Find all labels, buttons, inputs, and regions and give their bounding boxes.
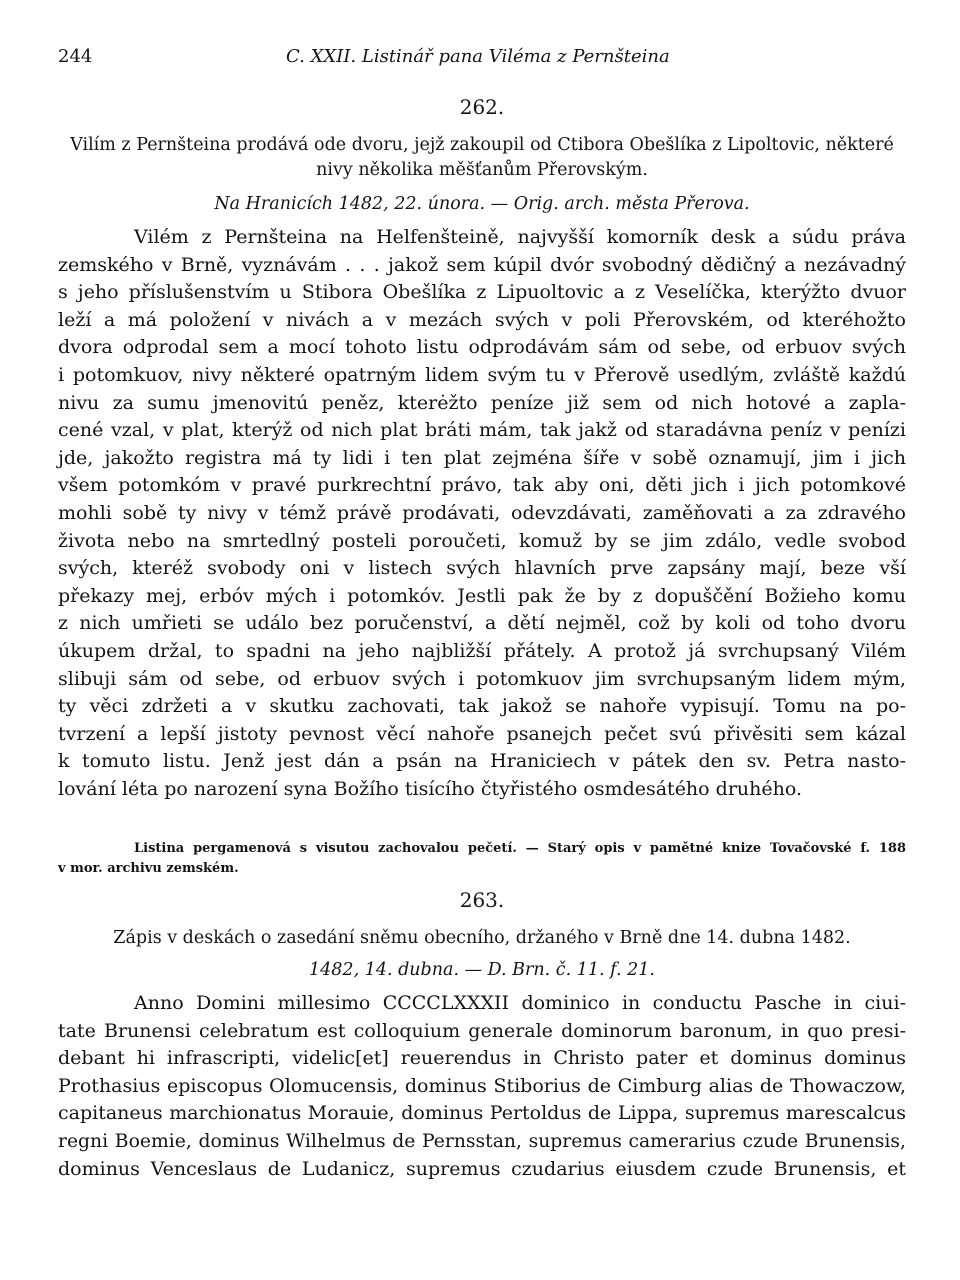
text-line: života nebo na smrtedlný posteli poroučeti, komuž by se jim zdálo, vedle svobod [58, 529, 906, 552]
text-line: s jeho příslušenstvím u Stibora Obešlíka z Lipuoltovic a z Veselíčka, kterýžto dvuor [58, 281, 906, 304]
text-line: tate Brunensi celebratum est colloquium generale dominorum baronum, in quo presi- [58, 1019, 906, 1042]
document-number: 262. [459, 95, 505, 119]
document-page [58, 0, 906, 1280]
text-line: Anno Domini millesimo CCCCLXXXII dominico in conductu Pasche in ciui- [134, 992, 906, 1014]
text-line: capitaneus marchionatus Morauie, dominus Pertoldus de Lippa, supremus marescalcus [58, 1102, 906, 1125]
text-line: nivu za sumu jmenovitú peněz, kterėžto peníze již sem od nich hotové a zapla- [58, 391, 906, 414]
text-line: cené vzal, v plat, kterýž od nich plat bráti mám, tak jakž od staradávna peníz v penízi [58, 419, 906, 442]
document-text [58, 224, 906, 803]
document-dateline: Na Hranicích 1482, 22. února. — Orig. arch. města Přerova. [214, 194, 750, 214]
text-line: debant hi infrascripti, videlic[et] reuerendus in Christo pater et dominus dominus [58, 1047, 906, 1070]
text-line: regni Boemie, dominus Wilhelmus de Pernsstan, supremus camerarius czude Brunensis, [58, 1130, 906, 1152]
text-line: úkupem držal, to spadni na jeho najbližší přátely. A protož já svrchupsaný Vilém [58, 639, 906, 662]
document-dateline: 1482, 14. dubna. — D. Brn. č. 11. f. 21. [309, 960, 655, 980]
page-number: 244 [58, 46, 93, 67]
note-line: Listina pergamenová s visutou zachovalou pečetí. — Starý opis v pamětné knize Tovačovské f. 188 [134, 841, 906, 856]
text-line: svých, kteréž svobody oni v listech svých hlavních prve zapsány mají, beze vší [58, 557, 906, 580]
text-line: ty věci zdržeti a v skutku zachovati, tak jakož se nahoře vypisují. Tomu na po- [58, 695, 906, 718]
text-line: slibuji sám od sebe, od erbuov svých i potomkuov jim svrchupsaným lidem mým, [58, 667, 906, 690]
text-line: překazy mej, erbóv mých i potomkóv. Jestli pak že by z dopuščění Božieho komu [58, 584, 906, 607]
document-text [58, 990, 906, 1183]
summary-line: nivy několika měšťanům Přerovským. [316, 160, 648, 180]
text-line: Prothasius episcopus Olomucensis, dominus Stiborius de Cimburg alias de Thowaczow, [58, 1074, 906, 1097]
text-line: i potomkuov, nivy některé opatrným lidem svým tu v Přerově usedlým, zvláště každú [58, 363, 906, 386]
text-line: dvora odprodal sem a mocí tohoto listu odprodávám sám od sebe, od erbuov svých [58, 336, 906, 359]
text-line: zemského v Brně, vyznávám . . . jakož sem kúpil dvór svobodný dědičný a nezávadný [58, 253, 906, 276]
running-title: C. XXII. Listinář pana Viléma z Pernšteina [286, 46, 670, 67]
page-header [58, 46, 906, 76]
text-line: k tomuto listu. Jenž jest dán a psán na Hraniciech v pátek den sv. Petra nasto- [58, 750, 906, 773]
text-line: lování léta po narození syna Božího tisícího čtyřistého osmdesátého druhého. [58, 777, 802, 800]
document-summary [58, 926, 906, 951]
text-line: všem potomkóm v pravé purkrechtní právo, tak aby oni, děti jich i jich potomkové [58, 474, 906, 497]
text-line: jde, jakožto registra má ty lidi i ten plat zejména šíře v sobě oznamují, jim i jich [58, 446, 906, 469]
document-summary [58, 133, 906, 183]
summary-line: Zápis v deskách o zasedání sněmu obecního, držaného v Brně dne 14. dubna 1482. [113, 928, 851, 948]
text-line: tvrzení a lepší jistoty pevnost věcí nahoře psanejch pečet svú přivěsiti sem kázal [58, 722, 906, 745]
text-line: Vilém z Pernšteina na Helfenšteině, najvyšší komorník desk a súdu práva [134, 226, 906, 248]
source-note [58, 839, 906, 879]
document-number: 263. [459, 888, 505, 912]
summary-line: Vilím z Pernšteina prodává ode dvoru, jejž zakoupil od Ctibora Obešlíka z Lipoltovic, některé [70, 135, 894, 155]
note-line: v mor. archivu zemském. [58, 861, 239, 876]
text-line: mohli sobě ty nivy v témž právě prodávati, odevzdávati, zaměňovati a za zdravého [58, 501, 906, 524]
text-line: leží a má položení v nivách a v mezách svých v poli Přerovském, od kteréhožto [58, 308, 906, 331]
text-line: z nich umřieti se událo bez poručenství, a dětí nejměl, což by koli od toho dvoru [58, 612, 906, 635]
text-line: dominus Venceslaus de Ludanicz, supremus czudarius eiusdem czude Brunensis, et [58, 1157, 906, 1180]
